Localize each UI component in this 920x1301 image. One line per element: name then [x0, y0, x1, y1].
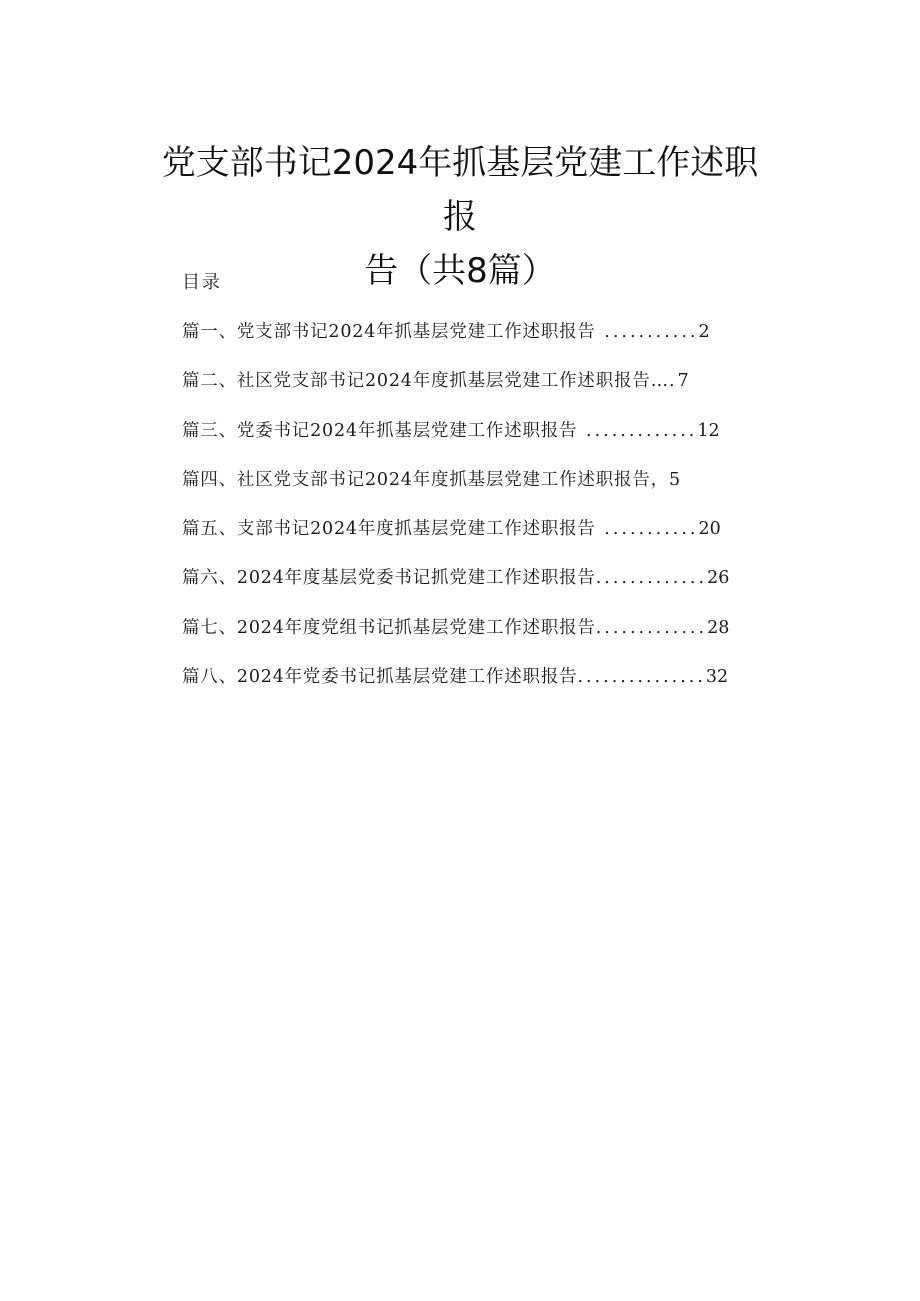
- toc-entry-label: 篇五、支部书记2024年度抓基层党建工作述职报告: [182, 519, 596, 540]
- toc-entry-leader: .............: [577, 420, 698, 441]
- toc-entry-1[interactable]: [182, 318, 782, 367]
- toc-entry-leader: .: [668, 371, 678, 392]
- toc-entry-page: 28: [707, 617, 730, 638]
- toc-entry-8[interactable]: [182, 663, 782, 712]
- toc-entry-label: 篇一、党支部书记2024年抓基层党建工作述职报告: [182, 322, 596, 342]
- toc-entry-label: 篇七、2024年度党组书记抓基层党建工作述职报告: [182, 617, 596, 638]
- toc-entry-page: 12: [697, 420, 720, 441]
- toc-entry-page: 7: [677, 371, 689, 392]
- toc-entry-7[interactable]: [182, 614, 782, 663]
- toc-entry-label: 篇四、社区党支部书记2024年度抓基层党建工作述职报告，: [182, 469, 669, 490]
- toc-entry-leader: .............: [595, 617, 708, 638]
- toc-entry-page: 2: [698, 322, 710, 342]
- toc-entry-4[interactable]: [182, 466, 782, 515]
- toc-entry-page: 32: [705, 667, 729, 688]
- toc-entry-page: 5: [668, 469, 681, 490]
- title-line-2: 告（共8篇）: [364, 251, 556, 291]
- toc-entry-leader: .............: [595, 568, 708, 589]
- toc-entry-label: 篇六、2024年度基层党委书记抓党建工作述职报告: [182, 568, 596, 589]
- toc-entry-leader: ...........: [595, 322, 699, 342]
- toc-entry-6[interactable]: [182, 564, 782, 613]
- title-line-1: 党支部书记2024年抓基层党建工作述职报: [161, 143, 759, 237]
- toc-entry-label: 篇八、2024年党委书记抓基层党建工作述职报告: [182, 667, 578, 688]
- toc-entry-label: 篇二、社区党支部书记2024年度抓基层党建工作述职报告…: [182, 371, 669, 392]
- document-title: [150, 136, 770, 298]
- toc-entry-5[interactable]: [182, 515, 782, 564]
- toc-heading: 目录: [182, 272, 222, 293]
- toc-entry-page: 26: [707, 568, 730, 589]
- toc-entry-2[interactable]: [182, 367, 782, 416]
- toc-entry-label: 篇三、党委书记2024年抓基层党建工作述职报告: [182, 420, 578, 441]
- toc-entry-3[interactable]: [182, 417, 782, 466]
- toc-entry-leader: ...........: [595, 519, 699, 540]
- toc-entry-leader: ...............: [577, 667, 706, 688]
- toc-entry-page: 20: [698, 519, 721, 540]
- table-of-contents: [182, 318, 782, 712]
